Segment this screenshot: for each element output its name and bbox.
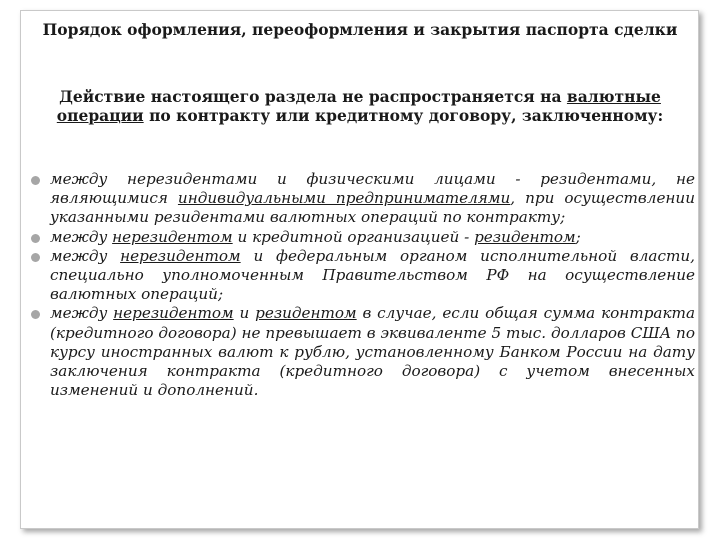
item-underlined-term: нерезидентом — [113, 304, 234, 323]
item-text: и федеральным органом исполнительной власти, специально уполномоченным Правительством РФ на осуществление валютных операций; — [50, 246, 696, 304]
list-item — [30, 228, 695, 247]
list-item — [30, 170, 695, 228]
intro-text-1: Действие настоящего раздела не распространяется на — [59, 87, 567, 106]
item-text: между — [50, 227, 113, 246]
item-underlined-term: нерезидентом — [120, 246, 241, 265]
bullet-icon — [31, 234, 40, 243]
conditions-list — [30, 170, 695, 400]
item-text: и — [233, 304, 256, 323]
item-underlined-term: резидентом — [474, 227, 576, 246]
item-underlined-term: нерезидентом — [112, 227, 233, 246]
bullet-icon — [31, 310, 40, 319]
bullet-icon — [31, 253, 40, 262]
intro-text-2: по контракту или кредитному договору, заключенному: — [143, 106, 664, 125]
item-text: , при осуществлении указанными резидентами валютных операций по контракту; — [50, 189, 695, 227]
item-text: между — [50, 304, 114, 323]
item-text: в случае, если общая сумма контракта (кредитного договора) не превышает в эквиваленте 5 тыс. долларов США по курсу иностранных валют к рублю, установленному Банком России на дату заключения контракта (кредитного договора) с учетом внесенных изменений и дополнений. — [50, 304, 695, 400]
list-item — [30, 247, 695, 305]
list-item — [30, 304, 695, 400]
item-text: и кредитной организацией - — [232, 227, 475, 246]
intro-paragraph — [30, 87, 690, 125]
item-text: ; — [575, 227, 581, 246]
intro-link-currency-operations: валютные операции — [56, 87, 661, 125]
item-underlined-term: резидентом — [255, 304, 357, 323]
item-text: между нерезидентами и физическими лицами - резидентами, не являющимися — [50, 170, 695, 208]
item-text: между — [50, 246, 121, 265]
item-underlined-term: индивидуальными предпринимателями — [177, 189, 511, 208]
slide-title: Порядок оформления, переоформления и закрытия паспорта сделки — [42, 20, 678, 39]
bullet-icon — [31, 176, 40, 185]
